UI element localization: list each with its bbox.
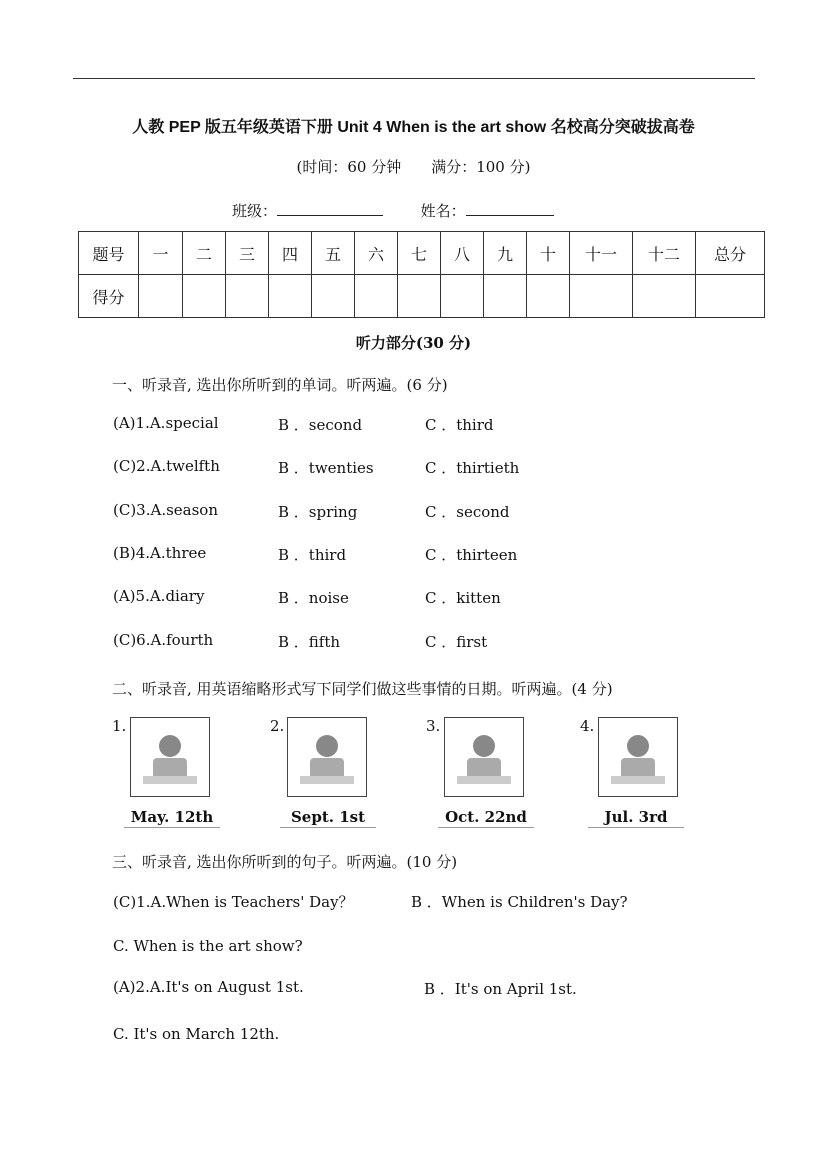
q1-option: (A)1.A.special (113, 414, 219, 432)
score-cell[interactable] (269, 275, 312, 318)
score-cell[interactable] (398, 275, 441, 318)
q1-option: (B)4.A.three (113, 544, 207, 562)
q1-option: B ．twenties (278, 459, 374, 477)
table-header-cell: 七 (398, 232, 441, 275)
score-cell[interactable] (226, 275, 269, 318)
name-label: 姓名： (420, 202, 466, 220)
q3-line: (A)2.A.It's on August 1st. (113, 978, 304, 996)
q3-line: B ．When is Children's Day? (411, 893, 628, 911)
table-header-cell: 三 (226, 232, 269, 275)
class-label: 班级： (232, 202, 278, 220)
score-cell[interactable] (696, 275, 765, 318)
table-header-cell: 五 (312, 232, 355, 275)
table-header-cell: 题号 (79, 232, 139, 275)
score-cell[interactable] (139, 275, 183, 318)
q2-picture (287, 717, 367, 797)
q2-picture (444, 717, 524, 797)
q1-option: (C)6.A.fourth (113, 631, 214, 649)
score-cell[interactable] (570, 275, 633, 318)
q2-answer: Jul. 3rd (588, 808, 684, 828)
section-title: 听力部分(30 分) (355, 334, 472, 352)
page-title: 人教 PEP 版五年级英语下册 Unit 4 When is the art show 名校高分突破拔高卷 (132, 119, 695, 136)
table-header-cell: 十二 (633, 232, 696, 275)
score-cell[interactable] (633, 275, 696, 318)
q3-line: C. It's on March 12th. (113, 1025, 280, 1043)
q1-option: C ．kitten (425, 589, 501, 607)
q1-option: C ．thirtieth (425, 459, 520, 477)
table-header-cell: 十一 (570, 232, 633, 275)
q1-option: (C)2.A.twelfth (113, 457, 220, 475)
q1-option: C ．third (425, 416, 494, 434)
subtitle: (时间：60 分钟 满分：100 分) (296, 158, 531, 176)
q1-option: B ．third (278, 546, 347, 564)
q2-number: 1. (112, 717, 127, 735)
q2-answer: Oct. 22nd (438, 808, 534, 828)
table-header-cell: 八 (441, 232, 484, 275)
score-cell[interactable] (355, 275, 398, 318)
table-header-cell: 二 (183, 232, 226, 275)
q2-heading: 二、听录音, 用英语缩略形式写下同学们做这些事情的日期。听两遍。(4 分) (112, 680, 613, 698)
q2-answer: May. 12th (124, 808, 220, 828)
q1-option: C ．thirteen (425, 546, 518, 564)
score-cell[interactable] (312, 275, 355, 318)
q1-option: B ．second (278, 416, 363, 434)
q2-answer: Sept. 1st (280, 808, 376, 828)
score-cell[interactable] (183, 275, 226, 318)
score-table (78, 231, 765, 318)
q2-number: 2. (270, 717, 285, 735)
q1-option: B ．fifth (278, 633, 341, 651)
score-cell[interactable] (527, 275, 570, 318)
score-cell[interactable] (484, 275, 527, 318)
table-header-cell: 九 (484, 232, 527, 275)
q2-picture (130, 717, 210, 797)
q1-option: (C)3.A.season (113, 501, 218, 519)
table-header-cell: 十 (527, 232, 570, 275)
q1-option: (A)5.A.diary (113, 587, 205, 605)
q3-line: (C)1.A.When is Teachers' Day？ (113, 893, 354, 911)
class-blank[interactable] (277, 201, 383, 216)
q1-option: C ．second (425, 503, 510, 521)
class-field (232, 200, 554, 221)
table-header-cell: 四 (269, 232, 312, 275)
q2-picture (598, 717, 678, 797)
q1-heading: 一、听录音, 选出你所听到的单词。听两遍。(6 分) (112, 376, 448, 394)
q3-line: C. When is the art show? (113, 937, 303, 955)
q2-number: 4. (580, 717, 595, 735)
q3-line: B ．It's on April 1st. (424, 980, 577, 998)
score-cell[interactable] (441, 275, 484, 318)
table-header-cell: 一 (139, 232, 183, 275)
q1-option: B ．noise (278, 589, 349, 607)
q1-option: B ．spring (278, 503, 358, 521)
name-blank[interactable] (466, 201, 554, 216)
q2-number: 3. (426, 717, 441, 735)
table-header-cell: 总分 (696, 232, 765, 275)
table-header-cell: 六 (355, 232, 398, 275)
q3-heading: 三、听录音, 选出你所听到的句子。听两遍。(10 分) (112, 853, 458, 871)
q1-option: C ．first (425, 633, 488, 651)
score-row-label: 得分 (79, 275, 139, 318)
header-rule (73, 78, 755, 79)
